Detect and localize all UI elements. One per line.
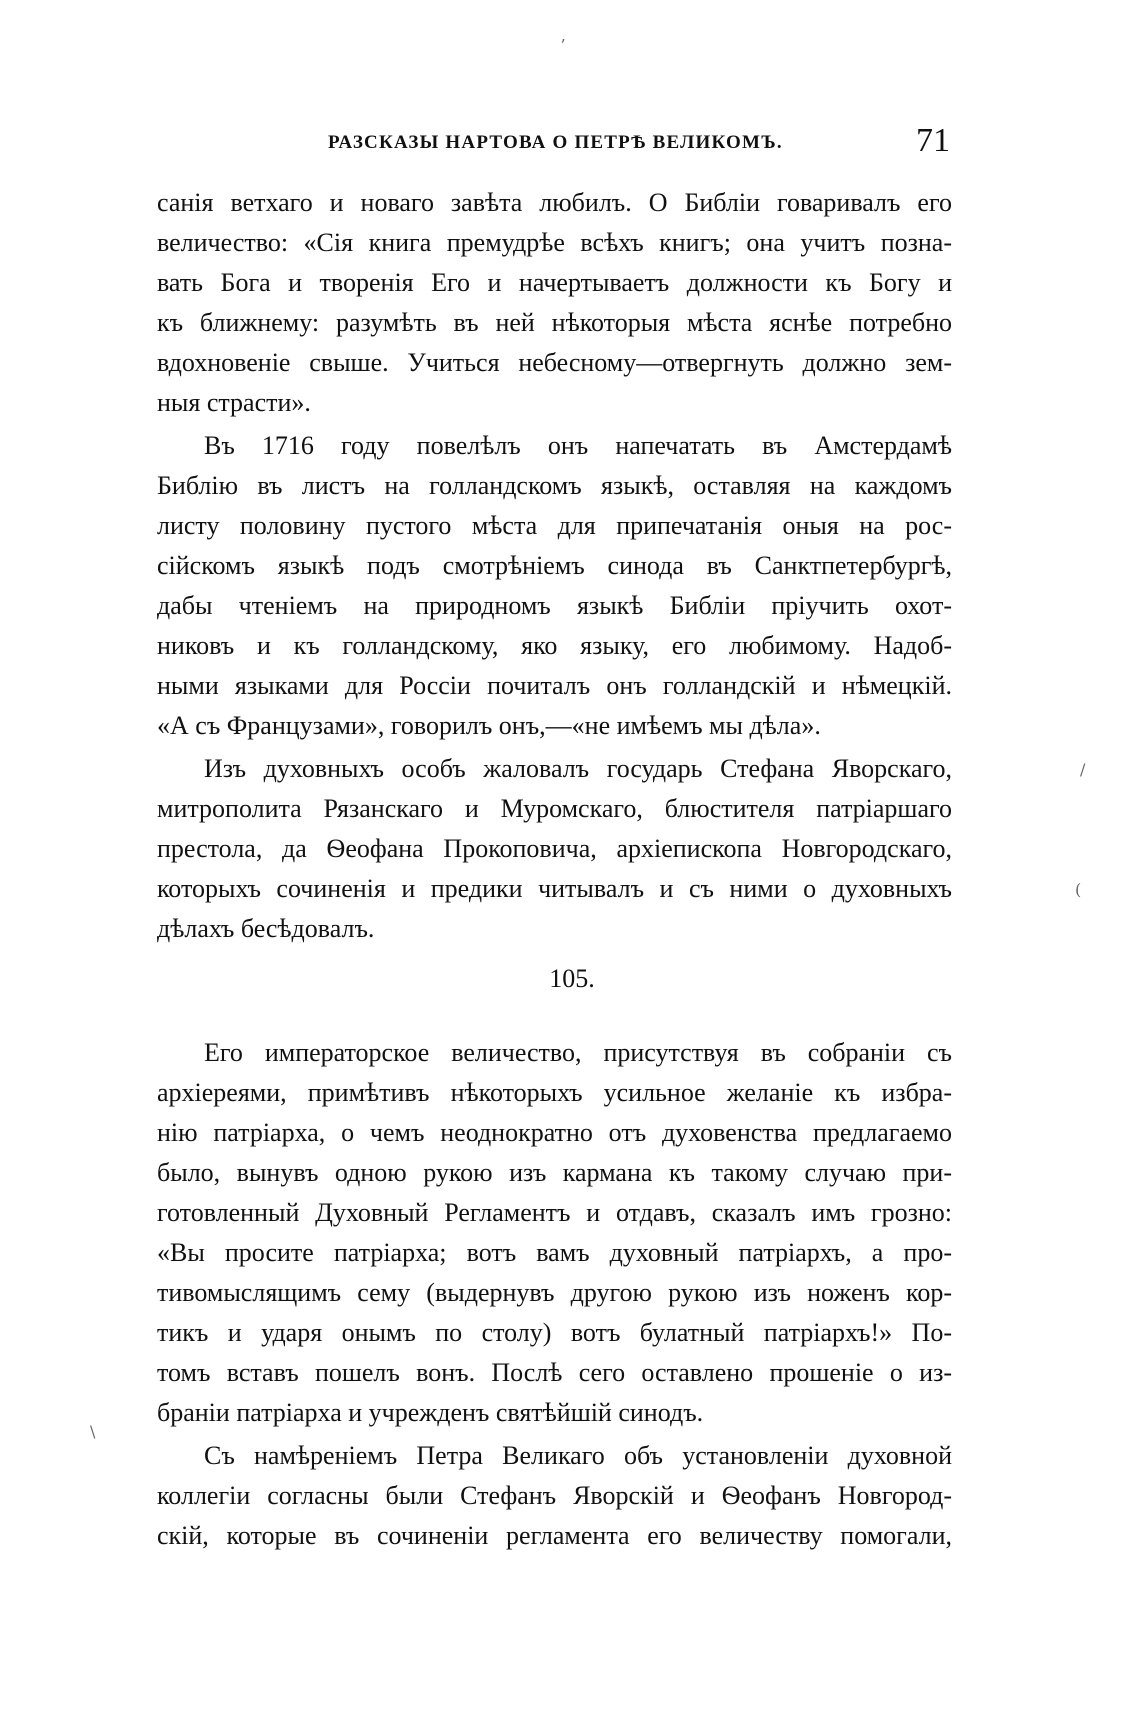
text-line: «Вы просите патріарха; вотъ вамъ духовный патріархъ, а про- — [157, 1238, 952, 1267]
text-line: сійскомъ языкѣ подъ смотрѣніемъ синода въ Санктпетербургѣ, — [157, 551, 952, 580]
text-line: дабы чтеніемъ на природномъ языкѣ Библіи пріучить охот- — [157, 591, 952, 620]
text-line: ныя страсти». — [157, 388, 311, 417]
text-line: которыхъ сочиненія и предики читывалъ и съ ними о духовныхъ — [157, 874, 952, 903]
body-text — [157, 183, 952, 1556]
paragraph-group-section-105 — [157, 1033, 952, 1556]
text-line: вать Бога и творенія Его и начертываетъ должности къ Богу и — [157, 268, 952, 297]
running-head — [160, 122, 950, 162]
paragraph-group-before-section — [157, 183, 952, 949]
text-line: величество: «Сія книга премудрѣе всѣхъ книгъ; она учитъ позна- — [157, 228, 952, 257]
text-line: листу половину пустого мѣста для припечатанія оныя на рос- — [157, 511, 952, 540]
text-line: коллегіи согласны были Стефанъ Яворскій и Ѳеофанъ Новгород- — [157, 1481, 952, 1510]
section-number: 105. — [549, 964, 595, 993]
text-line: тикъ и ударя онымъ по столу) вотъ булатный патріархъ!» По- — [157, 1318, 952, 1347]
paragraph — [157, 749, 952, 949]
text-line: нію патріарха, о чемъ неоднократно отъ духовенства предлагаемо — [157, 1118, 952, 1147]
margin-speck: ʼ — [560, 36, 566, 55]
paragraph — [157, 1033, 952, 1433]
text-line: митрополита Рязанскаго и Муромскаго, блюстителя патріаршаго — [157, 794, 952, 823]
text-line: скій, которые въ сочиненіи регламента его величеству помогали, — [157, 1521, 952, 1550]
text-line: ными языками для Россіи почиталъ онъ голландскій и нѣмецкій. — [157, 671, 952, 700]
text-line: «А съ Французами», говорилъ онъ,—«не имѣемъ мы дѣла». — [157, 711, 821, 740]
text-line: къ ближнему: разумѣть въ ней нѣкоторыя мѣста яснѣе потребно — [157, 308, 952, 337]
text-line: дѣлахъ бесѣдовалъ. — [157, 914, 375, 943]
paragraph — [157, 1436, 952, 1556]
margin-speck: \ — [90, 1422, 96, 1441]
text-line: Его императорское величество, присутствуя въ собраніи съ — [204, 1038, 952, 1067]
text-line: браніи патріарха и учрежденъ святѣйшій синодъ. — [157, 1398, 704, 1427]
text-line: Съ намѣреніемъ Петра Великаго объ установленіи духовной — [204, 1441, 952, 1470]
running-title: РАЗСКАЗЫ НАРТОВА О ПЕТРѢ ВЕЛИКОМЪ. — [328, 132, 783, 153]
text-line: вдохновеніе свыше. Учиться небесному—отвергнуть должно зем- — [157, 348, 952, 377]
margin-speck: ( — [1075, 880, 1082, 899]
text-line: санія ветхаго и новаго завѣта любилъ. О Библіи говаривалъ его — [157, 188, 952, 217]
text-line: было, вынувъ одною рукою изъ кармана къ такому случаю при- — [157, 1158, 952, 1187]
text-line: никовъ и къ голландскому, яко языку, его любимому. Надоб- — [157, 631, 952, 660]
text-line: Въ 1716 году повелѣлъ онъ напечатать въ Амстердамѣ — [204, 431, 952, 460]
page-number: 71 — [916, 122, 950, 159]
paragraph — [157, 183, 952, 423]
text-line: томъ вставъ пошелъ вонъ. Послѣ сего оставлено прошеніе о из- — [157, 1358, 952, 1387]
text-line: тивомыслящимъ сему (выдернувъ другою рукою изъ ноженъ кор- — [157, 1278, 952, 1307]
paragraph — [157, 426, 952, 746]
text-line: Изъ духовныхъ особъ жаловалъ государь Стефана Яворскаго, — [204, 754, 952, 783]
text-line: готовленный Духовный Регламентъ и отдавъ, сказалъ имъ грозно: — [157, 1198, 952, 1227]
text-line: престола, да Ѳеофана Прокоповича, архіепископа Новгородскаго, — [157, 834, 952, 863]
text-line: Библію въ листъ на голландскомъ языкѣ, оставляя на каждомъ — [157, 471, 952, 500]
text-line: архіереями, примѣтивъ нѣкоторыхъ усильное желаніе къ избра- — [157, 1078, 952, 1107]
margin-speck: / — [1080, 760, 1086, 779]
